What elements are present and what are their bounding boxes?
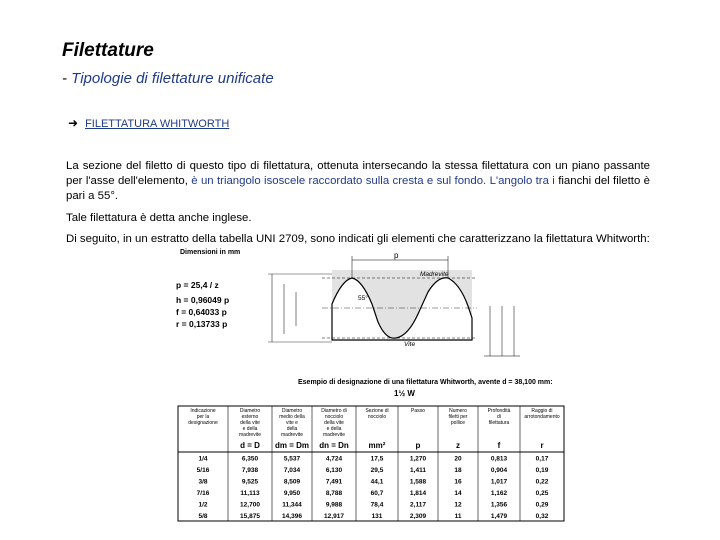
table-cell: 6,130 xyxy=(325,467,343,474)
table-cell: 1,162 xyxy=(490,490,508,497)
table-header-cell: arrotondamento xyxy=(524,414,560,420)
table-cell: 78,4 xyxy=(370,501,384,509)
paragraph-alias: Tale filettatura è detta anche inglese. xyxy=(66,212,252,224)
table-cell: 4,724 xyxy=(325,455,343,463)
table-header-cell: pollice xyxy=(450,420,466,426)
paragraph-description xyxy=(66,159,650,204)
table-cell: 2,117 xyxy=(410,501,426,509)
table-header-cell: Diametro xyxy=(281,408,303,414)
table-header-cell: Diametro di xyxy=(321,408,347,414)
table-header-cell: designazione xyxy=(188,420,218,426)
formula-f: f = 0,64033 p xyxy=(176,307,227,317)
table-cell: 16 xyxy=(454,478,462,486)
table-cell: 1,270 xyxy=(409,455,427,463)
table-cell: 1/4 xyxy=(198,455,208,463)
table-cell: 0,25 xyxy=(535,490,549,497)
table-header-cell: della xyxy=(286,426,298,432)
table-symbol-cell: z xyxy=(456,441,460,450)
table-header-cell: vite e xyxy=(286,420,298,426)
table-cell: 1,814 xyxy=(409,490,427,497)
table-cell: 0,32 xyxy=(535,513,549,520)
slide-subtitle xyxy=(62,70,274,87)
table-header-cell: nocciolo xyxy=(367,414,387,420)
table-symbol-cell: dn = Dn xyxy=(319,441,349,450)
table-cell: 29,5 xyxy=(370,467,384,474)
table-cell: 5/16 xyxy=(196,467,210,474)
table-header-cell: Raggio di xyxy=(531,408,553,414)
table-header-cell: filettatura xyxy=(488,420,510,426)
table-cell: 1,411 xyxy=(410,467,426,474)
table-cell: 17,5 xyxy=(370,455,384,463)
table-cell: 9,525 xyxy=(241,478,259,486)
table-header-cell: Numero xyxy=(449,408,467,414)
table-cell: 44,1 xyxy=(370,478,384,486)
formula-h: h = 0,96049 p xyxy=(176,295,230,305)
arrow-right-icon: ➜ xyxy=(68,116,79,130)
subtitle-text: Tipologie di filettature unificate xyxy=(71,70,274,87)
nut-label: Madrevite xyxy=(420,271,449,278)
slide-title: Filettature xyxy=(62,40,154,61)
table-symbol-cell: mm² xyxy=(368,441,386,450)
table-cell: 8,509 xyxy=(283,478,301,486)
table-cell: 0,29 xyxy=(535,501,549,509)
table-cell: 14 xyxy=(454,490,462,497)
table-cell: 6,350 xyxy=(241,455,259,463)
table-header-cell: Profondità xyxy=(487,408,511,414)
table-cell: 11 xyxy=(454,513,462,520)
table-symbol-cell: p xyxy=(415,441,421,450)
thread-profile xyxy=(268,251,520,356)
p1-part-c: fianchi del filetto è pari a 55°. xyxy=(66,175,650,202)
table-header-cell: madrevite xyxy=(239,432,261,438)
table-cell: 7,491 xyxy=(325,478,343,486)
table-cell: 0,22 xyxy=(535,478,549,486)
table-header-cell: Passo xyxy=(411,408,425,414)
table-header-cell: Indicazione xyxy=(190,408,216,414)
table-header-cell: e della xyxy=(242,426,258,432)
table-cell: 0,813 xyxy=(490,455,508,463)
p1-part-b: è un triangolo isoscele raccordato sulla cresta e sul fondo. L'angolo tra i xyxy=(191,175,555,187)
table-header-cell: della vite xyxy=(240,420,260,426)
pitch-label: p xyxy=(394,251,399,260)
table-symbol-cell: dm = Dm xyxy=(274,441,310,450)
units-label: Dimensioni in mm xyxy=(180,249,241,256)
table-header-cell: nocciolo xyxy=(324,414,344,420)
table-cell: 1,356 xyxy=(490,501,508,509)
table-cell: 15,875 xyxy=(240,513,260,520)
table-symbol-cell: r xyxy=(540,441,544,450)
table-header-cell: madrevite xyxy=(323,432,345,438)
table-cell: 7,034 xyxy=(283,467,301,474)
table-cell: 9,950 xyxy=(283,490,301,497)
table-header-cell: Sezione di xyxy=(365,408,389,414)
table-cell: 5,537 xyxy=(283,455,301,463)
table-header-cell: di xyxy=(497,414,501,420)
table-header-cell: per la xyxy=(196,414,210,420)
table-symbol-cell: d = D xyxy=(240,441,260,450)
table-cell: 8,788 xyxy=(325,490,343,497)
bullet-label[interactable]: FILETTATURA WHITWORTH xyxy=(85,118,230,130)
table-cell: 0,19 xyxy=(535,467,549,474)
table-cell: 7,938 xyxy=(241,467,259,474)
angle-label: 55° xyxy=(358,295,368,302)
table-cell: 14,396 xyxy=(282,513,302,520)
table-header-cell: e della xyxy=(326,426,342,432)
table-header-cell: madrevite xyxy=(281,432,303,438)
table-cell: 11,113 xyxy=(240,490,260,497)
screw-label: Vite xyxy=(404,341,416,348)
table-cell: 131 xyxy=(371,513,383,520)
table-header-cell: filetti per xyxy=(448,414,468,420)
subtitle-dash: - xyxy=(62,70,72,87)
table-header-cell: della vite xyxy=(324,420,344,426)
table-cell: 18 xyxy=(454,467,462,474)
table-cell: 3/8 xyxy=(198,478,208,486)
formula-r: r = 0,13733 p xyxy=(176,319,228,329)
example-line-2: 1½ W xyxy=(394,389,415,398)
table-cell: 7/16 xyxy=(196,490,210,497)
table-cell: 1,479 xyxy=(490,513,508,520)
table-cell: 1,017 xyxy=(490,478,508,486)
table-cell: 20 xyxy=(454,455,462,463)
example-line-1: Esempio di designazione di una filettatura Whitworth, avente d = 38,100 mm: xyxy=(298,379,553,386)
table-cell: 0,17 xyxy=(535,455,549,463)
bullet-item xyxy=(68,116,229,130)
whitworth-figure xyxy=(172,244,582,520)
table-cell: 12 xyxy=(454,501,462,509)
formula-pitch: p = 25,4 / z xyxy=(176,280,219,290)
p1-part-a: La sezione del filetto di questo tipo di filettatura, ottenuta intersecando la stessa filettatura con un piano passante per l'asse dell'elemento, xyxy=(66,160,650,187)
paragraph-table-intro: Di seguito, in un estratto della tabella UNI 2709, sono indicati gli elementi che caratterizzano la filettatura Whitworth: xyxy=(66,233,650,245)
table-cell: 0,904 xyxy=(490,467,508,474)
table-cell: 1/2 xyxy=(198,501,208,509)
table-cell: 1,588 xyxy=(409,478,427,486)
table-header-cell: Diametro xyxy=(239,408,261,414)
table-header-cell: medio della xyxy=(279,414,305,420)
table-cell: 60,7 xyxy=(370,490,384,497)
table-cell: 2,309 xyxy=(409,513,427,520)
table-cell: 12,700 xyxy=(240,501,260,509)
table-symbol-cell: f xyxy=(497,441,501,450)
uni-2709-table xyxy=(178,406,564,521)
table-cell: 9,988 xyxy=(325,501,343,509)
table-cell: 12,917 xyxy=(324,513,344,520)
table-cell: 5/8 xyxy=(198,513,208,520)
table-cell: 11,344 xyxy=(282,501,302,509)
table-header-cell: esterno xyxy=(241,414,259,420)
